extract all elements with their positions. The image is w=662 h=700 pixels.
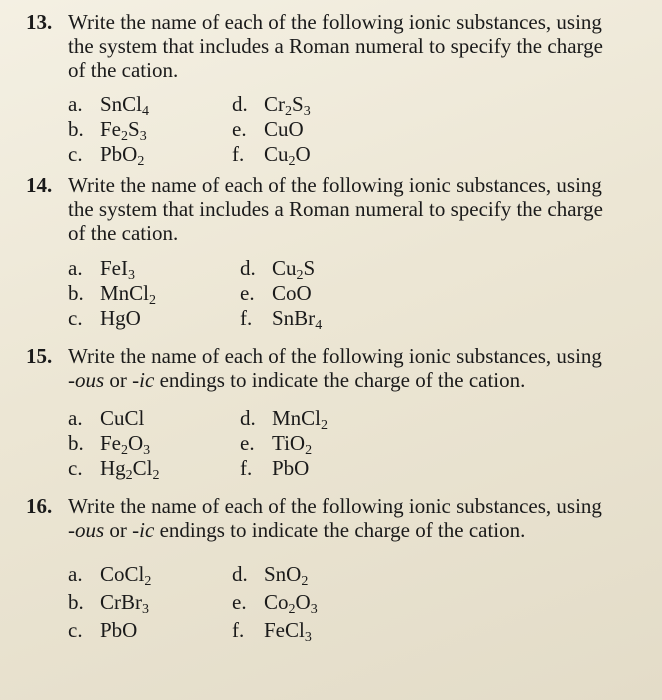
formula-item — [240, 306, 322, 331]
formula-element: CoCl — [100, 562, 145, 586]
formula-element: HgO — [100, 306, 141, 330]
formula-subscript: 2 — [285, 104, 292, 119]
chemical-formula — [100, 618, 137, 642]
chemical-formula — [100, 562, 152, 589]
item-label: b. — [68, 281, 84, 305]
formula-item — [232, 618, 312, 643]
chemical-formula — [264, 92, 311, 119]
item-label: f. — [232, 618, 245, 642]
problem-statement — [68, 494, 648, 542]
formula-subscript: 2 — [137, 154, 145, 169]
chemical-formula — [100, 306, 141, 330]
formula-subscript: 3 — [128, 268, 135, 283]
problem-number: 13. — [26, 10, 53, 34]
chemical-formula — [264, 618, 312, 645]
item-label: e. — [232, 117, 247, 141]
formula-element: Cl — [132, 456, 153, 480]
formula-item — [68, 406, 144, 431]
formula-subscript: 4 — [315, 318, 323, 333]
formula-subscript: 2 — [121, 129, 128, 144]
formula-item — [232, 142, 311, 167]
formula-element: PbO — [272, 456, 310, 480]
formula-item — [68, 306, 141, 331]
ous-suffix: -ous — [68, 518, 105, 542]
chemical-formula — [264, 117, 304, 141]
item-label: d. — [232, 92, 248, 116]
statement-line: the system that includes a Roman numeral to specify the charge — [68, 197, 603, 221]
item-label: f. — [240, 456, 253, 480]
formula-subscript: 3 — [139, 129, 147, 144]
formula-element: Hg — [100, 456, 126, 480]
formula-subscript: 2 — [305, 443, 313, 458]
formula-item — [240, 256, 315, 281]
formula-element: MnCl — [272, 406, 322, 430]
formula-element: CuCl — [100, 406, 145, 430]
statement-line: Write the name of each of the following ionic substances, using — [68, 10, 602, 34]
item-label: a. — [68, 406, 83, 430]
formula-element: Cu — [264, 142, 289, 166]
formula-item — [232, 590, 318, 615]
formula-element: CoO — [272, 281, 312, 305]
item-label: d. — [240, 406, 256, 430]
formula-subscript: 3 — [310, 602, 318, 617]
problem-statement — [68, 344, 648, 392]
formula-subscript: 4 — [142, 104, 150, 119]
formula-subscript: 3 — [303, 104, 311, 119]
formula-element: SnBr — [272, 306, 316, 330]
formula-element: SnO — [264, 562, 302, 586]
chemical-formula — [272, 256, 316, 283]
item-label: c. — [68, 618, 83, 642]
formula-item — [68, 590, 149, 615]
formula-item — [240, 281, 312, 306]
chemical-formula — [272, 281, 312, 305]
ous-suffix: -ous — [68, 368, 105, 392]
formula-item — [68, 256, 135, 281]
formula-element: FeI — [100, 256, 128, 280]
statement-line: Write the name of each of the following ionic substances, using — [68, 344, 602, 368]
formula-subscript: 2 — [288, 602, 296, 617]
formula-item — [232, 92, 311, 117]
formula-item — [68, 618, 137, 643]
item-label: f. — [240, 306, 253, 330]
formula-item — [240, 431, 312, 456]
formula-element: O — [295, 142, 311, 166]
formula-element: S — [292, 92, 304, 116]
chemical-formula — [272, 431, 313, 458]
chemical-formula — [264, 142, 311, 169]
formula-subscript: 2 — [321, 418, 329, 433]
formula-item — [68, 92, 149, 117]
formula-element: CrBr — [100, 590, 142, 614]
item-label: e. — [240, 281, 255, 305]
chemical-formula — [100, 281, 157, 308]
formula-item — [232, 562, 308, 587]
formula-element: Co — [264, 590, 289, 614]
statement-line: Write the name of each of the following ionic substances, using — [68, 173, 602, 197]
item-label: d. — [240, 256, 256, 280]
formula-element: S — [303, 256, 316, 280]
statement-text: or — [104, 518, 133, 542]
chemical-formula — [100, 142, 145, 169]
statement-line — [68, 518, 648, 542]
formula-element: MnCl — [100, 281, 150, 305]
formula-subscript: 2 — [144, 574, 152, 589]
statement-line — [68, 368, 648, 392]
formula-item — [240, 456, 309, 481]
formula-subscript: 2 — [296, 268, 304, 283]
formula-element: CuO — [264, 117, 304, 141]
item-label: d. — [232, 562, 248, 586]
chemical-formula — [100, 117, 147, 144]
ic-suffix: -ic — [132, 368, 155, 392]
chemical-formula — [272, 456, 309, 480]
chemical-formula — [272, 306, 323, 333]
item-label: c. — [68, 306, 83, 330]
formula-element: S — [128, 117, 140, 141]
chemical-formula — [100, 92, 150, 119]
problem-statement — [68, 173, 648, 245]
item-label: a. — [68, 256, 83, 280]
formula-item — [68, 142, 144, 167]
chemical-formula — [100, 431, 151, 458]
statement-line: of the cation. — [68, 221, 179, 245]
item-label: e. — [232, 590, 247, 614]
formula-element: O — [295, 590, 311, 614]
formula-subscript: 2 — [301, 574, 309, 589]
formula-item — [240, 406, 328, 431]
item-label: b. — [68, 431, 84, 455]
formula-subscript: 2 — [152, 468, 160, 483]
statement-line: the system that includes a Roman numeral to specify the charge — [68, 34, 603, 58]
formula-item — [68, 431, 150, 456]
formula-subscript: 3 — [142, 602, 149, 617]
item-label: e. — [240, 431, 255, 455]
formula-element: Cr — [264, 92, 285, 116]
item-label: c. — [68, 142, 83, 166]
formula-subscript: 3 — [143, 443, 151, 458]
chemical-formula — [100, 590, 149, 617]
statement-text: endings to indicate the charge of the cation. — [154, 368, 526, 392]
formula-element: PbO — [100, 142, 138, 166]
statement-line: Write the name of each of the following ionic substances, using — [68, 494, 602, 518]
formula-subscript: 2 — [288, 154, 296, 169]
chemical-formula — [100, 256, 135, 283]
ic-suffix: -ic — [132, 518, 155, 542]
formula-subscript: 2 — [121, 443, 128, 458]
formula-subscript: 2 — [149, 293, 157, 308]
formula-element: Fe — [100, 431, 121, 455]
chemical-formula — [272, 406, 329, 433]
formula-element: O — [128, 431, 144, 455]
formula-item — [68, 117, 147, 142]
formula-item — [68, 562, 151, 587]
item-label: f. — [232, 142, 245, 166]
chemical-formula — [100, 456, 160, 483]
formula-item — [68, 281, 156, 306]
formula-item — [232, 117, 304, 142]
problem-number: 15. — [26, 344, 53, 368]
formula-element: TiO — [272, 431, 306, 455]
statement-text: endings to indicate the charge of the cation. — [154, 518, 526, 542]
formula-element: Fe — [100, 117, 121, 141]
problem-number: 16. — [26, 494, 53, 518]
statement-text: or — [104, 368, 133, 392]
formula-element: PbO — [100, 618, 138, 642]
statement-line: of the cation. — [68, 58, 179, 82]
formula-element: Cu — [272, 256, 297, 280]
formula-element: FeCl — [264, 618, 305, 642]
item-label: a. — [68, 92, 83, 116]
chemical-formula — [264, 562, 309, 589]
problem-statement — [68, 10, 648, 82]
item-label: a. — [68, 562, 83, 586]
formula-subscript: 2 — [125, 468, 133, 483]
item-label: c. — [68, 456, 83, 480]
chemical-formula — [264, 590, 318, 617]
formula-element: SnCl — [100, 92, 143, 116]
formula-subscript: 3 — [304, 630, 312, 645]
chemical-formula — [100, 406, 144, 430]
formula-item — [68, 456, 160, 481]
problem-number: 14. — [26, 173, 53, 197]
item-label: b. — [68, 590, 84, 614]
item-label: b. — [68, 117, 84, 141]
